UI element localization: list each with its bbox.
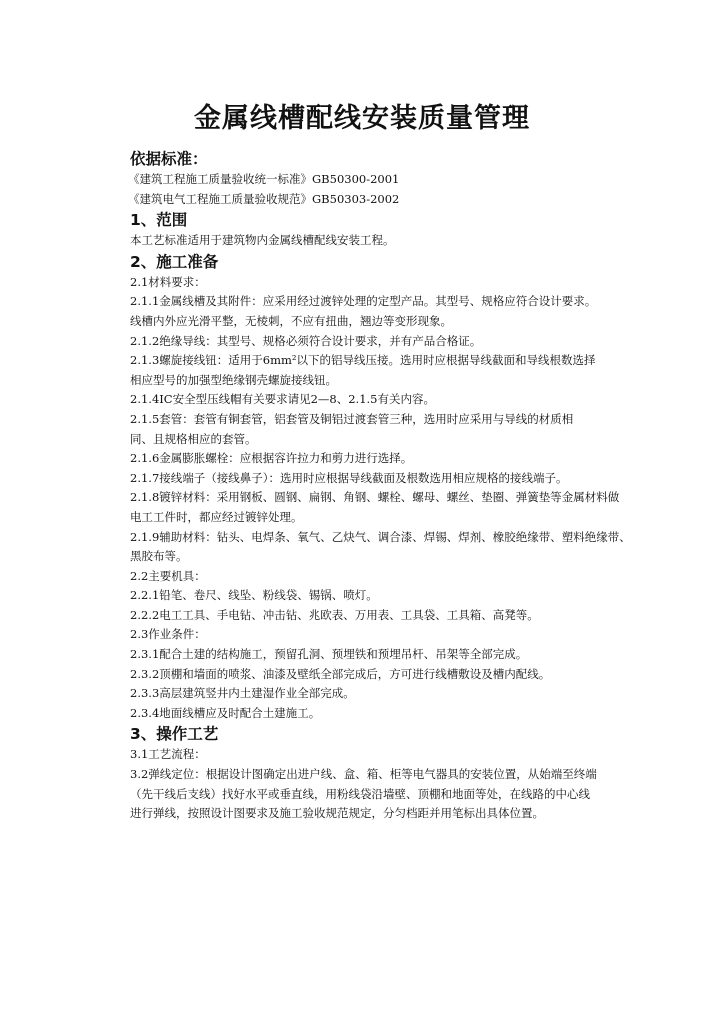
section-2-line: 相应型号的加强型绝缘钢壳螺旋接线钮。 [130, 372, 337, 387]
basis-line: 《建筑工程施工质量验收统一标准》GB50300-2001 [128, 172, 400, 186]
section-3-line: 进行弹线，按照设计图要求及施工验收规范规定，分匀档距并用笔标出具体位置。 [130, 806, 544, 821]
section-1-heading: 1、范围 [130, 211, 188, 230]
section-2-line: 2.1.7接线端子（接线鼻子）：选用时应根据导线截面及根数选用相应规格的接线端子。 [130, 470, 568, 485]
section-2-line: 2.2.2电工工具、手电钻、冲击钻、兆欧表、万用表、工具袋、工具箱、高凳等。 [130, 607, 539, 622]
section-2-line: 2.2主要机具： [130, 568, 206, 583]
section-2-line: 2.1.8镀锌材料：采用钢板、圆钢、扁钢、角钢、螺栓、螺母、螺丝、垫圈、弹簧垫等金属材料做 [130, 490, 620, 505]
section-2-line: 同、且规格相应的套管。 [130, 431, 257, 446]
section-2-line: 2.1.6金属膨胀螺栓：应根据容许拉力和剪力进行选择。 [130, 451, 413, 466]
section-2-heading: 2、施工准备 [130, 252, 219, 271]
section-2-line: 2.3.4地面线槽应及时配合土建施工。 [130, 705, 321, 720]
section-2-line: 2.1.9辅助材料：钻头、电焊条、氧气、乙炔气、调合漆、焊锡、焊剂、橡胶绝缘带、塑料绝缘带、 [130, 529, 631, 544]
section-2-line: 电工工件时，都应经过镀锌处理。 [130, 509, 303, 524]
section-2-line: 2.1材料要求： [130, 274, 206, 289]
document-body [130, 148, 660, 824]
section-2-line: 2.1.3螺旋接线钮：适用于6mm²以下的铝导线压接。选用时应根据导线截面和导线根数选择 [130, 353, 596, 368]
section-2-line: 2.2.1铅笔、卷尺、线坠、粉线袋、锡锅、喷灯。 [130, 588, 378, 603]
section-2-line: 2.1.2绝缘导线：其型号、规格必须符合设计要求，并有产品合格证。 [130, 333, 482, 348]
section-3-heading: 3、操作工艺 [130, 725, 219, 744]
section-2-line: 2.3.3高层建筑竖井内土建湿作业全部完成。 [130, 686, 355, 701]
section-3-line: 3.2弹线定位：根据设计图确定出进户线、盒、箱、柜等电气器具的安装位置，从始端至终端 [130, 767, 597, 782]
section-3-line: （先干线后支线）找好水平或垂直线，用粉线袋沿墙壁、顶棚和地面等处，在线路的中心线 [130, 786, 590, 801]
basis-line: 《建筑电气工程施工质量验收规范》GB50303-2002 [128, 191, 400, 206]
section-2-line: 2.3作业条件： [130, 627, 206, 642]
section-2-line: 2.1.1金属线槽及其附件：应采用经过渡锌处理的定型产品。其型号、规格应符合设计要求。 [130, 294, 597, 309]
section-2-line: 2.1.5套管：套管有铜套管，铝套管及铜铝过渡套管三种，选用时应采用与导线的材质相 [130, 411, 574, 426]
section-1-line: 本工艺标准适用于建筑物内金属线槽配线安装工程。 [130, 233, 395, 248]
basis-heading: 依据标准： [130, 150, 208, 168]
section-2-line: 2.1.4IC安全型压线帽有关要求请见2—8、2.1.5有关内容。 [130, 392, 435, 407]
section-3-line: 3.1工艺流程： [130, 747, 206, 762]
section-2-line: 2.3.1配合土建的结构施工，预留孔洞、预埋铁和预埋吊杆、吊架等全部完成。 [130, 647, 528, 662]
section-2-line: 黑胶布等。 [130, 549, 188, 564]
section-2-line: 2.3.2顶棚和墙面的喷浆、油漆及壁纸全部完成后，方可进行线槽敷设及槽内配线。 [130, 666, 551, 681]
section-2-line: 线槽内外应光滑平整，无棱刺，不应有扭曲，翘边等变形现象。 [130, 313, 452, 328]
document-title: 金属线槽配线安装质量管理 [194, 103, 530, 134]
